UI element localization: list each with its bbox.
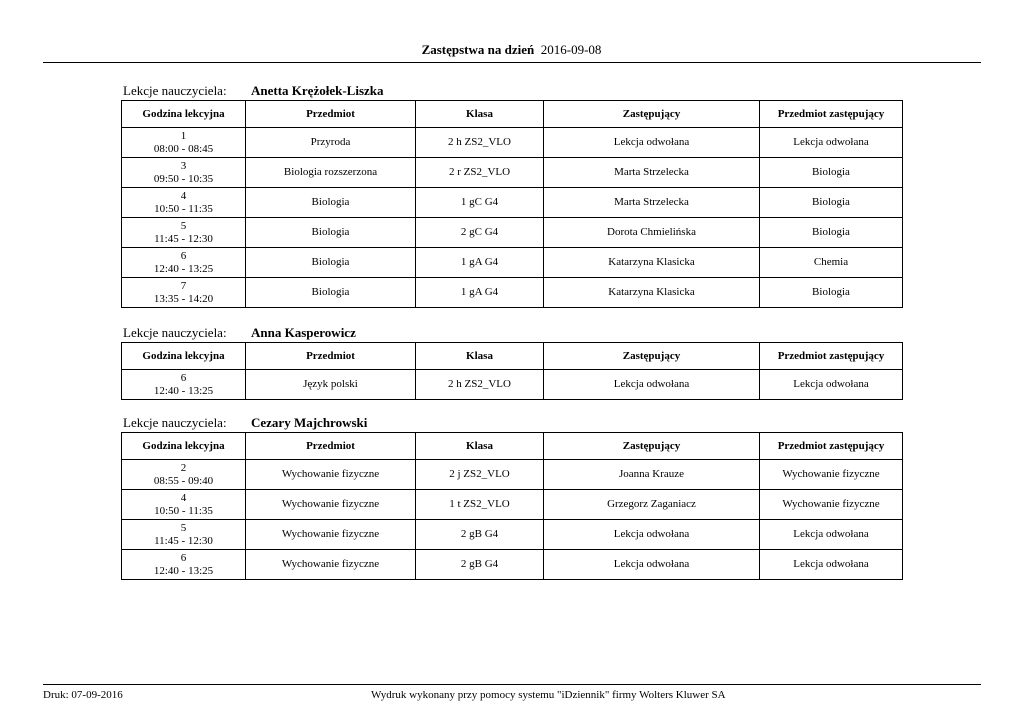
lesson-number: 2	[180, 461, 187, 474]
table-row	[122, 248, 903, 278]
sub-subject-cell: Biologia	[760, 188, 903, 218]
subject-cell: Biologia	[246, 218, 416, 248]
sub-subject-cell: Wychowanie fizyczne	[760, 490, 903, 520]
teacher-section-1	[121, 82, 902, 308]
table-row	[122, 460, 903, 490]
class-cell: 1 t ZS2_VLO	[416, 490, 544, 520]
teacher-label: Lekcje nauczyciela:	[123, 83, 227, 98]
footer-credit: Wydruk wykonany przy pomocy systemu "iDziennik" firmy Wolters Kluwer SA	[371, 689, 726, 701]
header-date: 2016-09-08	[540, 42, 602, 57]
table-row	[122, 188, 903, 218]
class-cell: 1 gA G4	[416, 278, 544, 308]
table-row	[122, 520, 903, 550]
lesson-number: 7	[180, 279, 187, 292]
lesson-number: 5	[180, 219, 187, 232]
sub-subject-cell: Biologia	[760, 278, 903, 308]
sub-subject-cell: Wychowanie fizyczne	[760, 460, 903, 490]
substitutions-table	[121, 432, 903, 580]
subject-cell: Biologia	[246, 188, 416, 218]
substitute-cell: Lekcja odwołana	[544, 520, 760, 550]
header-rule	[43, 62, 981, 63]
substitute-cell: Lekcja odwołana	[544, 128, 760, 158]
lesson-number: 1	[180, 129, 187, 142]
lesson-time: 09:50 - 10:35	[153, 172, 214, 185]
substitutions-table	[121, 100, 903, 308]
subject-cell: Język polski	[246, 370, 416, 400]
col-sub-subject-header: Przedmiot zastępujący	[760, 343, 903, 370]
class-cell: 2 j ZS2_VLO	[416, 460, 544, 490]
section-title	[121, 82, 902, 100]
lesson-time: 12:40 - 13:25	[153, 384, 214, 397]
class-cell: 2 gB G4	[416, 520, 544, 550]
substitute-cell: Marta Strzelecka	[544, 188, 760, 218]
subject-cell: Wychowanie fizyczne	[246, 550, 416, 580]
col-substitute-header: Zastępujący	[544, 101, 760, 128]
lesson-cell	[122, 128, 246, 158]
table-header-row	[122, 433, 903, 460]
table-row	[122, 128, 903, 158]
table-row	[122, 490, 903, 520]
lesson-cell	[122, 490, 246, 520]
lesson-number: 3	[180, 159, 187, 172]
col-class-header: Klasa	[416, 433, 544, 460]
table-row	[122, 550, 903, 580]
print-date: Druk: 07-09-2016	[43, 689, 123, 701]
table-row	[122, 158, 903, 188]
col-subject-header: Przedmiot	[246, 433, 416, 460]
class-cell: 2 h ZS2_VLO	[416, 370, 544, 400]
col-sub-subject-header: Przedmiot zastępujący	[760, 433, 903, 460]
teacher-label: Lekcje nauczyciela:	[123, 415, 227, 430]
substitute-cell: Katarzyna Klasicka	[544, 278, 760, 308]
lesson-time: 12:40 - 13:25	[153, 564, 214, 577]
lesson-number: 5	[180, 521, 187, 534]
substitute-cell: Joanna Krauze	[544, 460, 760, 490]
sub-subject-cell: Chemia	[760, 248, 903, 278]
lesson-cell	[122, 520, 246, 550]
lesson-number: 6	[180, 249, 187, 262]
table-row	[122, 218, 903, 248]
substitute-cell: Grzegorz Zaganiacz	[544, 490, 760, 520]
lesson-number: 6	[180, 551, 187, 564]
class-cell: 2 gC G4	[416, 218, 544, 248]
table-header-row	[122, 101, 903, 128]
class-cell: 2 h ZS2_VLO	[416, 128, 544, 158]
lesson-number: 6	[180, 371, 187, 384]
class-cell: 1 gC G4	[416, 188, 544, 218]
lesson-cell	[122, 278, 246, 308]
sub-subject-cell: Biologia	[760, 158, 903, 188]
lesson-number: 4	[180, 189, 187, 202]
subject-cell: Biologia	[246, 248, 416, 278]
teacher-section-2	[121, 324, 902, 400]
lesson-time: 10:50 - 11:35	[154, 504, 213, 517]
substitute-cell: Lekcja odwołana	[544, 550, 760, 580]
subject-cell: Wychowanie fizyczne	[246, 490, 416, 520]
substitute-cell: Lekcja odwołana	[544, 370, 760, 400]
lesson-number: 4	[180, 491, 187, 504]
table-header-row	[122, 343, 903, 370]
col-lesson-header: Godzina lekcyjna	[122, 101, 246, 128]
class-cell: 2 gB G4	[416, 550, 544, 580]
lesson-time: 08:00 - 08:45	[153, 142, 214, 155]
col-substitute-header: Zastępujący	[544, 343, 760, 370]
lesson-time: 10:50 - 11:35	[154, 202, 213, 215]
lesson-cell	[122, 550, 246, 580]
col-class-header: Klasa	[416, 343, 544, 370]
col-sub-subject-header: Przedmiot zastępujący	[760, 101, 903, 128]
subject-cell: Wychowanie fizyczne	[246, 520, 416, 550]
sub-subject-cell: Lekcja odwołana	[760, 370, 903, 400]
col-class-header: Klasa	[416, 101, 544, 128]
lesson-cell	[122, 188, 246, 218]
lesson-time: 12:40 - 13:25	[153, 262, 214, 275]
class-cell: 1 gA G4	[416, 248, 544, 278]
substitute-cell: Katarzyna Klasicka	[544, 248, 760, 278]
lesson-time: 11:45 - 12:30	[154, 534, 213, 547]
col-subject-header: Przedmiot	[246, 101, 416, 128]
substitute-cell: Marta Strzelecka	[544, 158, 760, 188]
col-substitute-header: Zastępujący	[544, 433, 760, 460]
col-subject-header: Przedmiot	[246, 343, 416, 370]
subject-cell: Biologia rozszerzona	[246, 158, 416, 188]
footer-rule	[43, 684, 981, 685]
teacher-name: Anetta Krężołek-Liszka	[251, 83, 384, 98]
table-row	[122, 278, 903, 308]
sub-subject-cell: Lekcja odwołana	[760, 128, 903, 158]
lesson-time: 13:35 - 14:20	[153, 292, 214, 305]
section-title	[121, 414, 902, 432]
lesson-cell	[122, 158, 246, 188]
sub-subject-cell: Lekcja odwołana	[760, 550, 903, 580]
page-header	[43, 42, 980, 62]
subject-cell: Biologia	[246, 278, 416, 308]
section-title	[121, 324, 902, 342]
subject-cell: Wychowanie fizyczne	[246, 460, 416, 490]
subject-cell: Przyroda	[246, 128, 416, 158]
table-row	[122, 370, 903, 400]
substitute-cell: Dorota Chmielińska	[544, 218, 760, 248]
lesson-time: 11:45 - 12:30	[154, 232, 213, 245]
teacher-name: Cezary Majchrowski	[251, 415, 368, 430]
class-cell: 2 r ZS2_VLO	[416, 158, 544, 188]
lesson-cell	[122, 460, 246, 490]
teacher-name: Anna Kasperowicz	[251, 325, 356, 340]
teacher-section-3	[121, 414, 902, 580]
substitutions-table	[121, 342, 903, 400]
col-lesson-header: Godzina lekcyjna	[122, 433, 246, 460]
lesson-cell	[122, 370, 246, 400]
lesson-cell	[122, 248, 246, 278]
sub-subject-cell: Biologia	[760, 218, 903, 248]
lesson-cell	[122, 218, 246, 248]
sub-subject-cell: Lekcja odwołana	[760, 520, 903, 550]
lesson-time: 08:55 - 09:40	[153, 474, 214, 487]
page-title: Zastępstwa na dzień	[421, 42, 535, 57]
col-lesson-header: Godzina lekcyjna	[122, 343, 246, 370]
teacher-label: Lekcje nauczyciela:	[123, 325, 227, 340]
